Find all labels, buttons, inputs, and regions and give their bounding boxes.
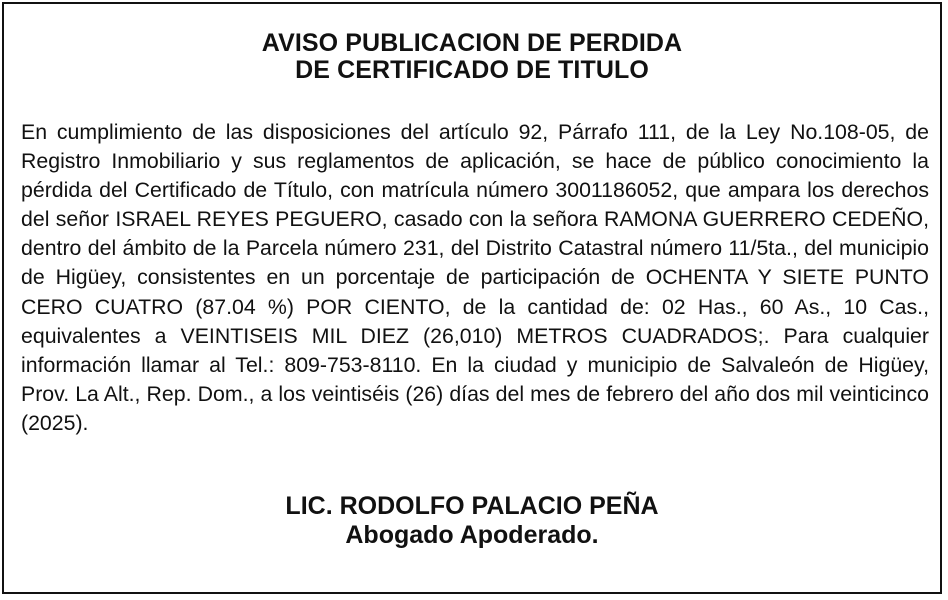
notice-frame <box>2 2 942 594</box>
title-line-1: AVISO PUBLICACION DE PERDIDA <box>261 29 683 57</box>
notice-body: En cumplimiento de las disposiciones del artículo 92, Párrafo 111, de la Ley No.108-05, de Registro Inmobiliario y sus reglamentos de aplicación, se hace de público conocimiento la pérdida del Certificado de Título, con matrícula número 3001186052, que ampara los derechos del señor ISRAEL REYES PEGUERO, casado con la señora RAMONA GUERRERO CEDEÑO, dentro del ámbito de la Parcela número 231, del Distrito Catastral número 11/5ta., del municipio de Higüey, consistentes en un porcentaje de participación de OCHENTA Y SIETE PUNTO CERO CUATRO (87.04 %) POR CIENTO, de la cantidad de: 02 Has., 60 As., 10 Cas., equivalentes a VEINTISEIS MIL DIEZ (26,010) METROS CUADRADOS;. Para cualquier información llamar al Tel.: 809-753-8110. En la ciudad y municipio de Salvaleón de Higüey, Prov. La Alt., Rep. Dom., a los veintiséis (26) días del mes de febrero del año dos mil veinticinco (2025). <box>21 120 929 435</box>
title-line-2: DE CERTIFICADO DE TITULO <box>295 56 649 84</box>
signature-block <box>4 492 940 550</box>
signature-role: Abogado Apoderado. <box>345 521 599 549</box>
signature-name: LIC. RODOLFO PALACIO PEÑA <box>285 492 659 520</box>
notice-title <box>4 30 940 84</box>
